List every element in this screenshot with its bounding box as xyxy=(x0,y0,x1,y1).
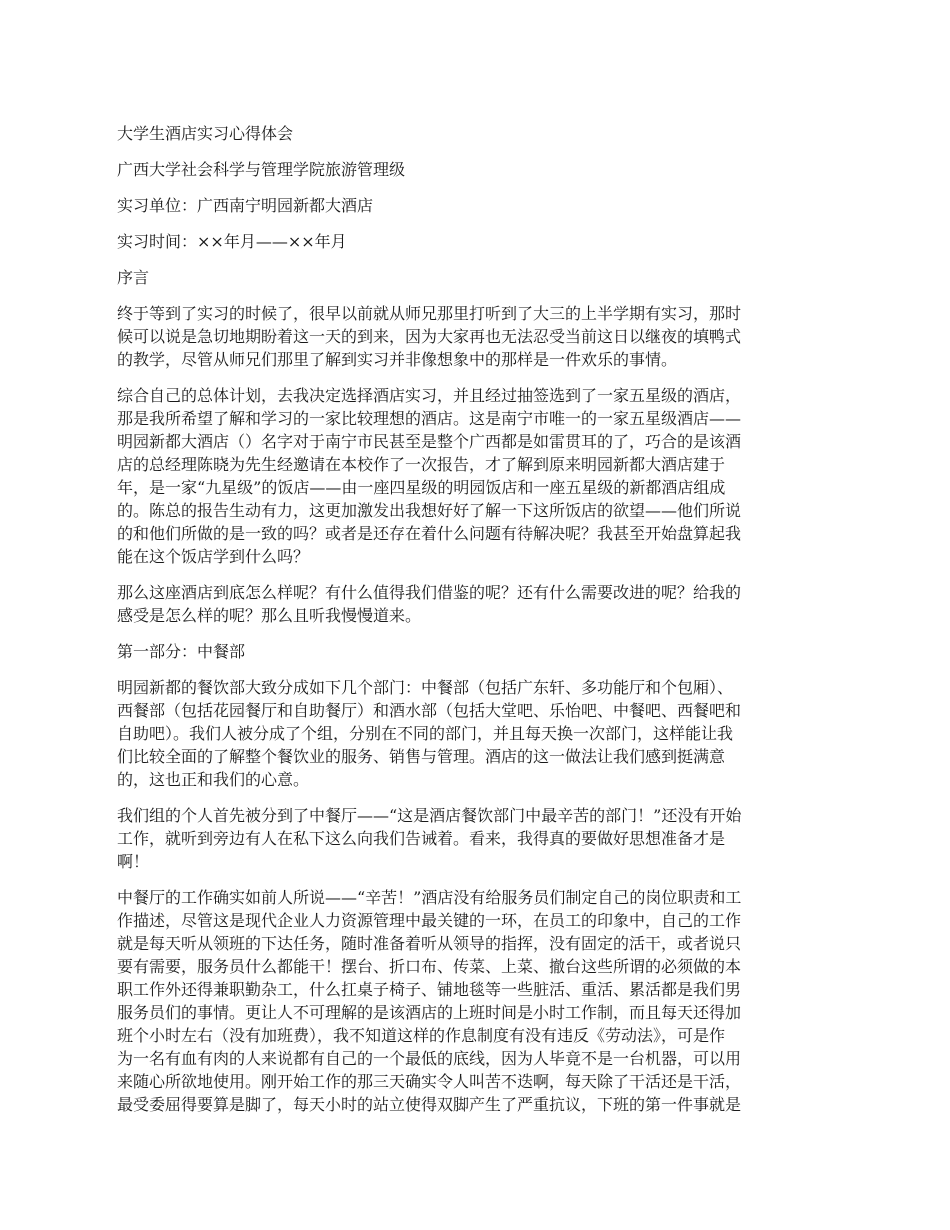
paragraph-line: 最受委屈得要算是脚了，每天小时的站立使得双脚产生了严重抗议，下班的第一件事就是 xyxy=(117,1095,742,1114)
paragraph-line: 工作，就听到旁边有人在私下这么向我们告诫着。看来，我得真的要做好思想准备才是 xyxy=(117,829,726,848)
paragraph-line: 自助吧）。我们人被分成了个组，分别在不同的部门，并且每天换一次部门，这样能让我 xyxy=(117,724,734,743)
paragraph xyxy=(117,581,839,627)
paragraph-line: 店的总经理陈晓为先生经邀请在本校作了一次报告，才了解到原来明园新都大酒店建于 xyxy=(117,455,726,474)
paragraph xyxy=(117,804,839,873)
paragraph-line: 作描述，尽管这是现代企业人力资源管理中最关键的一环，在员工的印象中，自己的工作 xyxy=(117,911,742,930)
paragraph-line: 那么这座酒店到底怎么样呢？有什么值得我们借鉴的呢？还有什么需要改进的呢？给我的 xyxy=(117,583,742,602)
school-line: 广西大学社会科学与管理学院旅游管理级 xyxy=(117,160,406,179)
internship-time-line: 实习时间：××年月——××年月 xyxy=(117,232,347,251)
paragraph-line: 要有需要，服务员什么都能干！摆台、折口布、传菜、上菜、撤台这些所谓的必须做的本 xyxy=(117,957,742,976)
paragraph-line: 感受是怎么样的呢？那么且听我慢慢道来。 xyxy=(117,606,422,625)
paragraph-line: 为一名有血有肉的人来说都有自己的一个最低的底线，因为人毕竟不是一台机器，可以用 xyxy=(117,1049,742,1068)
paragraph xyxy=(117,886,839,1116)
document-page xyxy=(117,122,839,1129)
paragraph-line: 的。陈总的报告生动有力，这更加激发出我想好好了解一下这所饭店的欲望——他们所说 xyxy=(117,501,742,520)
paragraph-line: 明园新都的餐饮部大致分成如下几个部门：中餐部（包括广东轩、多功能厅和个包厢）、 xyxy=(117,678,734,697)
paragraph-line: 综合自己的总体计划，去我决定选择酒店实习，并且经过抽签选到了一家五星级的酒店， xyxy=(117,386,742,405)
paragraph-line: 中餐厅的工作确实如前人所说——“辛苦！”酒店没有给服务员们制定自己的岗位职责和工 xyxy=(117,888,742,907)
paragraph-line: 我们组的个人首先被分到了中餐厅——“这是酒店餐饮部门中最辛苦的部门！”还没有开始 xyxy=(117,806,742,825)
document-title: 大学生酒店实习心得体会 xyxy=(117,124,294,143)
paragraph-line: 明园新都大酒店（）名字对于南宁市民甚至是整个广西都是如雷贯耳的了，巧合的是该酒 xyxy=(117,432,742,451)
paragraph-line: 服务员们的事情。更让人不可理解的是该酒店的上班时间是小时工作制，而且每天还得加 xyxy=(117,1003,742,1022)
paragraph-line: 班个小时左右（没有加班费），我不知道这样的作息制度有没有违反《劳动法》，可是作 xyxy=(117,1026,726,1045)
paragraph-line: 们比较全面的了解整个餐饮业的服务、销售与管理。酒店的这一做法让我们感到挺满意 xyxy=(117,747,726,766)
paragraph-line: 的和他们所做的是一致的吗？或者是还存在着什么问题有待解决呢？我甚至开始盘算起我 xyxy=(117,524,742,543)
part1-heading: 第一部分：中餐部 xyxy=(117,642,246,661)
paragraph-line: 的，这也正和我们的心意。 xyxy=(117,770,310,789)
paragraph-line: 来随心所欲地使用。刚开始工作的那三天确实令人叫苦不迭啊，每天除了干活还是干活， xyxy=(117,1072,742,1091)
paragraph xyxy=(117,676,839,791)
paragraph xyxy=(117,384,839,568)
paragraph-line: 西餐部（包括花园餐厅和自助餐厅）和酒水部（包括大堂吧、乐怡吧、中餐吧、西餐吧和 xyxy=(117,701,742,720)
paragraph-line: 就是每天听从领班的下达任务，随时准备着听从领导的指挥，没有固定的活干，或者说只 xyxy=(117,934,742,953)
paragraph-line: 职工作外还得兼职勤杂工，什么扛桌子椅子、铺地毯等一些脏活、重活、累活都是我们男 xyxy=(117,980,742,999)
paragraph xyxy=(117,302,839,371)
paragraph-line: 候可以说是急切地期盼着这一天的到来，因为大家再也无法忍受当前这日以继夜的填鸭式 xyxy=(117,327,742,346)
paragraph-line: 那是我所希望了解和学习的一家比较理想的酒店。这是南宁市唯一的一家五星级酒店—— xyxy=(117,409,742,428)
paragraph-line: 啊！ xyxy=(117,852,150,871)
paragraph-line: 年，是一家“九星级”的饭店——由一座四星级的明园饭店和一座五星级的新都酒店组成 xyxy=(117,478,726,497)
preface-heading: 序言 xyxy=(117,268,150,287)
paragraph-line: 的教学，尽管从师兄们那里了解到实习并非像想象中的那样是一件欢乐的事情。 xyxy=(117,350,678,369)
internship-unit-line: 实习单位：广西南宁明园新都大酒店 xyxy=(117,196,374,215)
paragraph-line: 终于等到了实习的时候了，很早以前就从师兄那里打听到了大三的上半学期有实习，那时 xyxy=(117,304,742,323)
paragraph-line: 能在这个饭店学到什么吗？ xyxy=(117,547,310,566)
